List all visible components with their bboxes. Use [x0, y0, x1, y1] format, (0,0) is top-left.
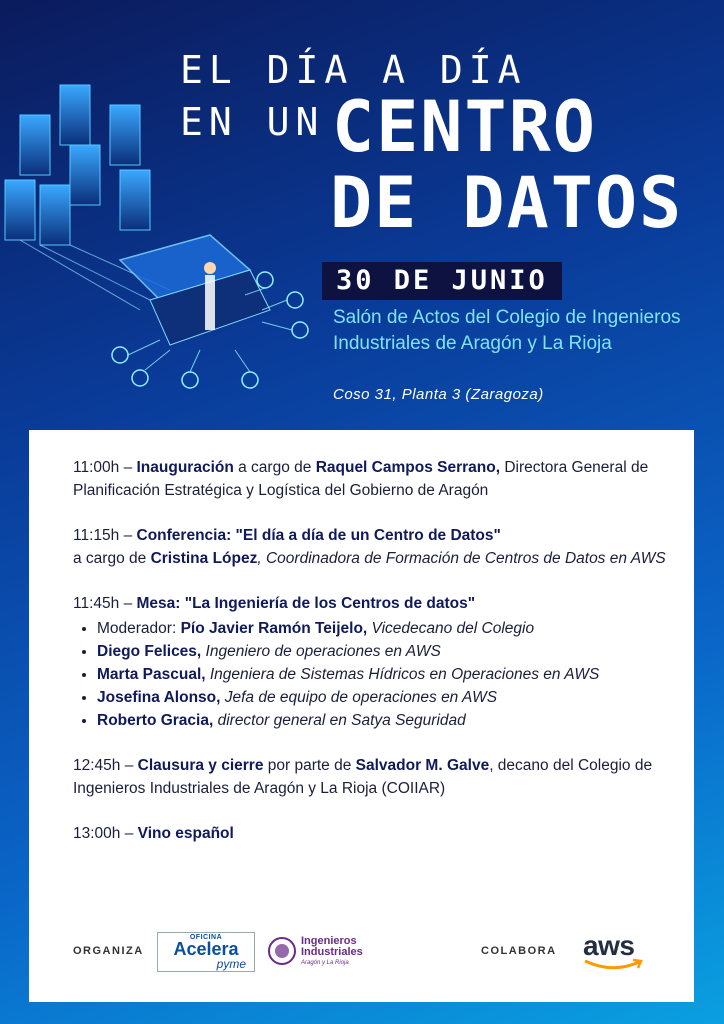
panel-role: Jefa de equipo de operaciones en AWS — [220, 689, 498, 706]
agenda-time: 12:45h – — [73, 757, 138, 774]
acelera-pyme: pyme — [216, 957, 246, 971]
aws-text: aws — [583, 930, 635, 961]
agenda-event: Inauguración — [136, 459, 234, 476]
panel-member — [97, 617, 673, 640]
event-venue: Salón de Actos del Colegio de Ingenieros Industriales de Aragón y La Rioja — [333, 307, 681, 354]
agenda-role: Directora General de Planificación Estratégica y Logística del Gobierno de Aragón — [73, 459, 649, 499]
agenda-event: Vino español — [137, 825, 234, 842]
agenda-item-inauguracion — [73, 456, 673, 502]
title-line-1: EL DÍA A DÍA — [180, 48, 527, 92]
event-address: Coso 31, Planta 3 (Zaragoza) — [333, 386, 544, 403]
agenda-person: Salvador M. Galve — [355, 757, 490, 774]
agenda-event: Clausura y cierre — [137, 757, 264, 774]
panel-name: Marta Pascual, — [97, 666, 206, 683]
agenda-time: 11:00h – — [73, 459, 137, 476]
agenda-item-conferencia — [73, 524, 673, 570]
agenda-item-clausura — [73, 754, 673, 800]
panel-list — [73, 617, 673, 732]
agenda-text: a cargo de — [233, 459, 316, 476]
aws-smile-icon — [581, 958, 645, 972]
agenda-person: Raquel Campos Serrano, — [315, 459, 501, 476]
aws-logo — [581, 930, 647, 974]
panel-name: Pío Javier Ramón Teijelo, — [180, 620, 368, 637]
agenda-time: 11:45h – — [73, 595, 137, 612]
organiza-label: ORGANIZA — [73, 945, 144, 957]
agenda-role: , Coordinadora de Formación de Centros de Datos en AWS — [257, 550, 666, 567]
agenda — [73, 456, 673, 867]
panel-name: Josefina Alonso, — [97, 689, 221, 706]
panel-member — [97, 686, 673, 709]
agenda-text: por parte de — [263, 757, 356, 774]
seal-icon — [267, 936, 297, 966]
panel-member — [97, 663, 673, 686]
acelera-pyme-logo — [157, 932, 255, 972]
agenda-event: Conferencia: "El día a día de un Centro de Datos" — [136, 527, 501, 544]
agenda-card — [29, 430, 694, 1002]
ingenieros-industriales-logo — [267, 932, 377, 972]
ii-sub: Aragón y La Rioja — [301, 960, 349, 966]
panel-member — [97, 640, 673, 663]
panel-name: Roberto Gracia, — [97, 712, 214, 729]
colabora-label: COLABORA — [481, 945, 557, 957]
agenda-person: Cristina López — [150, 550, 258, 567]
agenda-text: a cargo de — [73, 550, 151, 567]
sponsors-footer — [29, 928, 694, 980]
title-big-1: CENTRO — [332, 86, 597, 168]
panel-prefix: Moderador: — [97, 620, 181, 637]
panel-role: Ingeniera de Sistemas Hídricos en Operaciones en AWS — [205, 666, 600, 683]
ii-name: Ingenieros Industriales — [301, 935, 363, 958]
panel-role: director general en Satya Seguridad — [213, 712, 466, 729]
agenda-time: 13:00h – — [73, 825, 138, 842]
panel-role: Ingeniero de operaciones en AWS — [201, 643, 441, 660]
agenda-item-mesa — [73, 592, 673, 732]
agenda-time: 11:15h – — [73, 527, 137, 544]
agenda-role: , decano del Colegio de Ingenieros Industriales de Aragón y La Rioja (COIIAR) — [73, 757, 653, 797]
acelera-oficina: OFICINA — [189, 934, 223, 941]
agenda-event: Mesa: "La Ingeniería de los Centros de datos" — [136, 595, 476, 612]
panel-name: Diego Felices, — [97, 643, 202, 660]
panel-member — [97, 709, 673, 732]
agenda-item-vino — [73, 822, 673, 845]
event-date: 30 DE JUNIO — [322, 262, 562, 300]
panel-role: Vicedecano del Colegio — [367, 620, 535, 637]
title-line-2: EN UN — [180, 100, 325, 144]
acelera-name: Acelera — [173, 939, 239, 959]
title-big-2: DE DATOS — [330, 162, 684, 244]
